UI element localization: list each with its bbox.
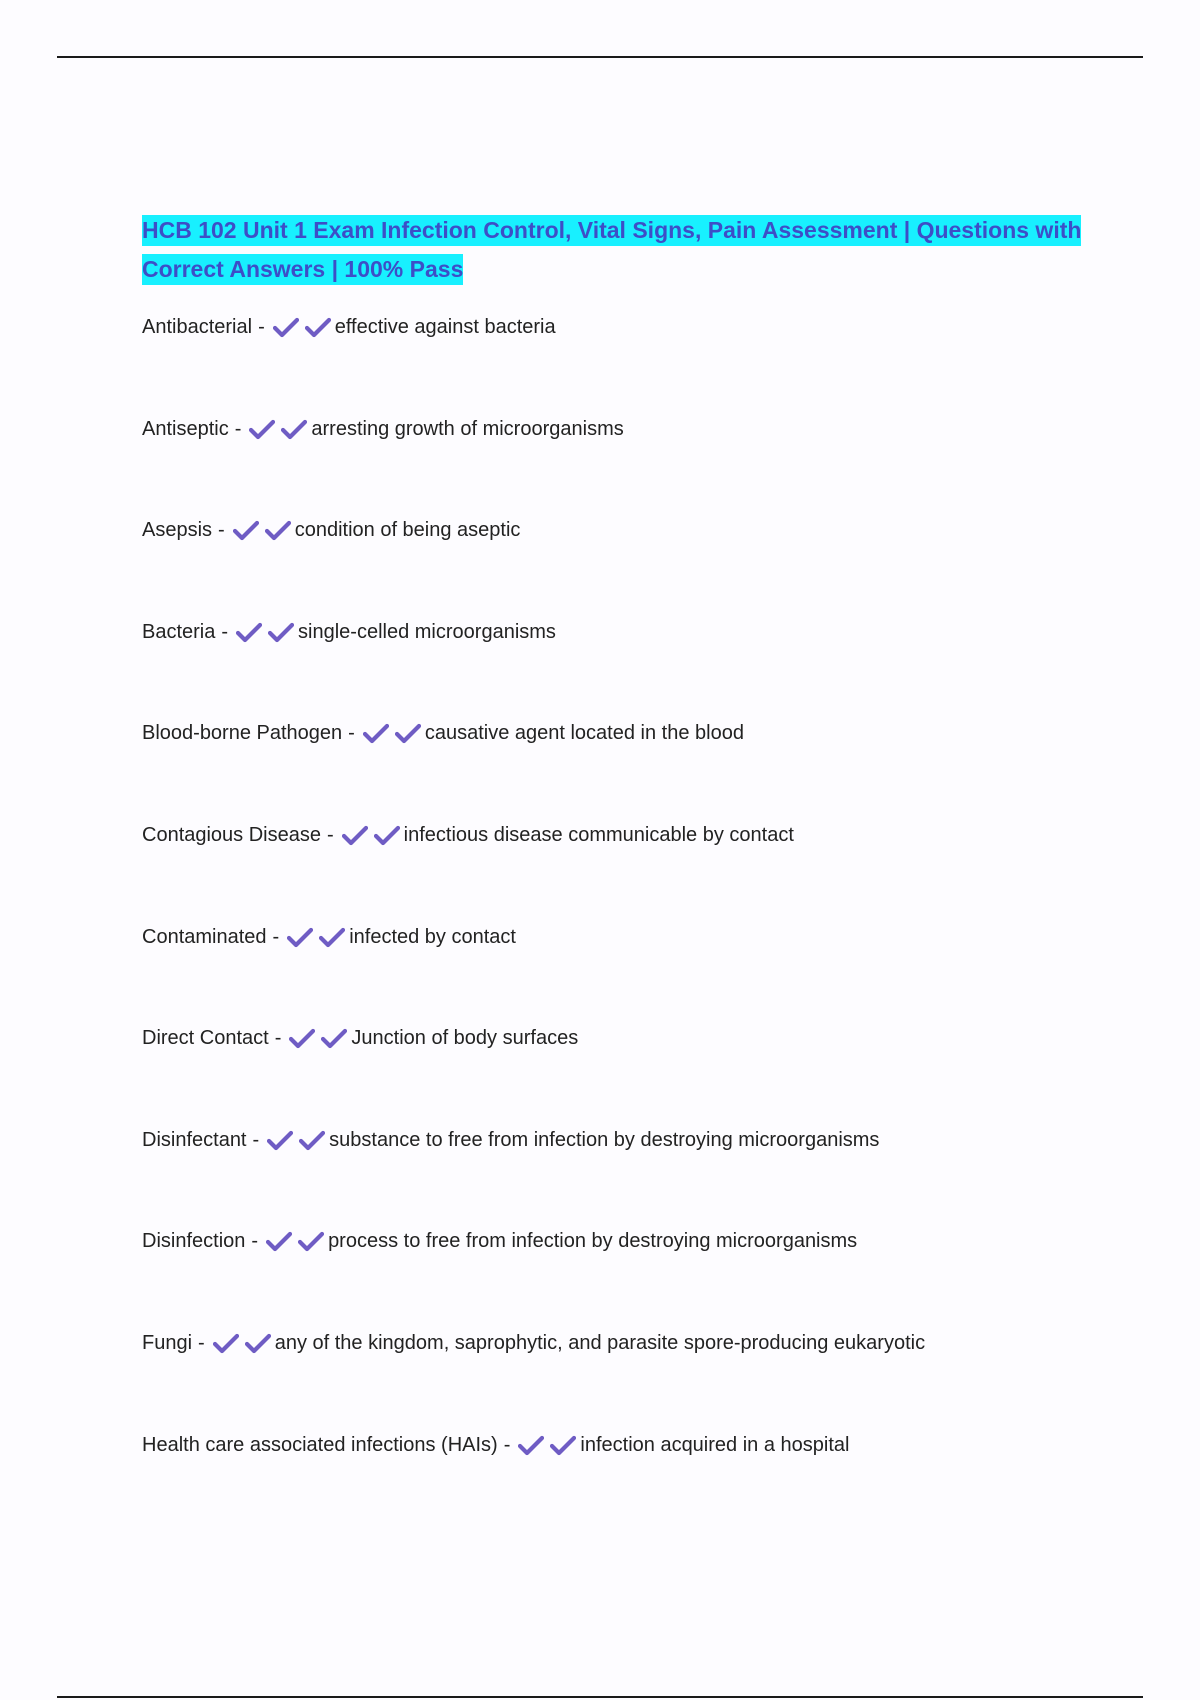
checkmark-icon: [374, 817, 400, 853]
entry-definition: substance to free from infection by destroying microorganisms: [329, 1128, 880, 1151]
entry-definition: arresting growth of microorganisms: [311, 417, 624, 440]
checkmark-icon: [363, 715, 389, 751]
glossary-entry: [142, 1122, 925, 1224]
entry-term: Contaminated: [142, 925, 267, 948]
entry-term: Antiseptic: [142, 417, 229, 440]
entry-separator: -: [327, 823, 334, 846]
entry-term: Direct Contact: [142, 1027, 269, 1050]
title-highlight: HCB 102 Unit 1 Exam Infection Control, Vital Signs, Pain Assessment | Questions with Correct Answers | 100% Pass: [142, 215, 1081, 285]
glossary-entry: [142, 1325, 925, 1427]
checkmark-icon: [298, 1223, 324, 1259]
entry-separator: -: [251, 1230, 259, 1253]
entry-definition: single-celled microorganisms: [298, 620, 556, 643]
checkmark-icon: [233, 512, 259, 548]
checkmark-icon: [236, 614, 262, 650]
top-rule: [57, 56, 1143, 58]
glossary-entry: [142, 715, 925, 817]
checkmark-icon: [287, 919, 313, 955]
entry-definition: Junction of body surfaces: [351, 1027, 579, 1050]
entry-definition: infection acquired in a hospital: [580, 1433, 850, 1456]
entry-term: Blood-borne Pathogen: [142, 722, 343, 745]
bottom-rule: [57, 1696, 1143, 1698]
document-title: [142, 211, 1082, 289]
checkmark-icon: [249, 411, 275, 447]
checkmark-icon: [395, 715, 421, 751]
glossary-list: [142, 309, 925, 1528]
entry-definition: any of the kingdom, saprophytic, and parasite spore-producing eukaryotic: [274, 1331, 926, 1354]
entry-separator: -: [274, 1027, 282, 1050]
entry-definition: infected by contact: [349, 925, 516, 948]
checkmark-icon: [289, 1020, 315, 1056]
checkmark-icon: [299, 1122, 325, 1158]
checkmark-icon: [550, 1427, 576, 1463]
checkmark-icon: [342, 817, 368, 853]
checkmark-icon: [265, 512, 291, 548]
glossary-entry: [142, 411, 925, 513]
checkmark-icon: [281, 411, 307, 447]
glossary-entry: [142, 817, 925, 919]
checkmark-icon: [518, 1427, 544, 1463]
checkmark-icon: [305, 309, 331, 345]
entry-separator: -: [234, 417, 242, 440]
checkmark-icon: [268, 614, 294, 650]
entry-term: Health care associated infections (HAIs): [142, 1433, 498, 1456]
entry-term: Antibacterial: [142, 316, 253, 338]
checkmark-icon: [319, 919, 345, 955]
glossary-entry: [142, 309, 925, 411]
checkmark-icon: [245, 1325, 271, 1361]
checkmark-icon: [213, 1325, 239, 1361]
glossary-entry: [142, 1020, 925, 1122]
checkmark-icon: [321, 1020, 347, 1056]
glossary-entry: [142, 1223, 925, 1325]
entry-separator: -: [218, 519, 225, 542]
entry-definition: causative agent located in the blood: [424, 722, 744, 745]
entry-term: Contagious Disease: [142, 823, 321, 846]
checkmark-icon: [266, 1223, 292, 1259]
entry-separator: -: [503, 1433, 511, 1456]
entry-definition: process to free from infection by destroying microorganisms: [328, 1230, 858, 1253]
entry-definition: condition of being aseptic: [294, 519, 521, 542]
glossary-entry: [142, 512, 925, 614]
entry-term: Asepsis: [142, 519, 213, 542]
glossary-entry: [142, 614, 925, 716]
checkmark-icon: [267, 1122, 293, 1158]
entry-term: Disinfection: [142, 1230, 246, 1253]
entry-definition: infectious disease communicable by contact: [403, 823, 794, 846]
entry-definition: effective against bacteria: [334, 316, 556, 338]
entry-term: Disinfectant: [142, 1128, 247, 1151]
entry-separator: -: [348, 722, 355, 745]
entry-separator: -: [252, 1128, 260, 1151]
checkmark-icon: [273, 309, 299, 345]
glossary-entry: [142, 1427, 925, 1529]
entry-separator: -: [272, 925, 280, 948]
glossary-entry: [142, 919, 925, 1021]
entry-term: Bacteria: [142, 620, 216, 643]
entry-term: Fungi: [142, 1331, 193, 1354]
entry-separator: -: [221, 620, 229, 643]
entry-separator: -: [198, 1331, 205, 1354]
entry-separator: -: [258, 316, 265, 338]
